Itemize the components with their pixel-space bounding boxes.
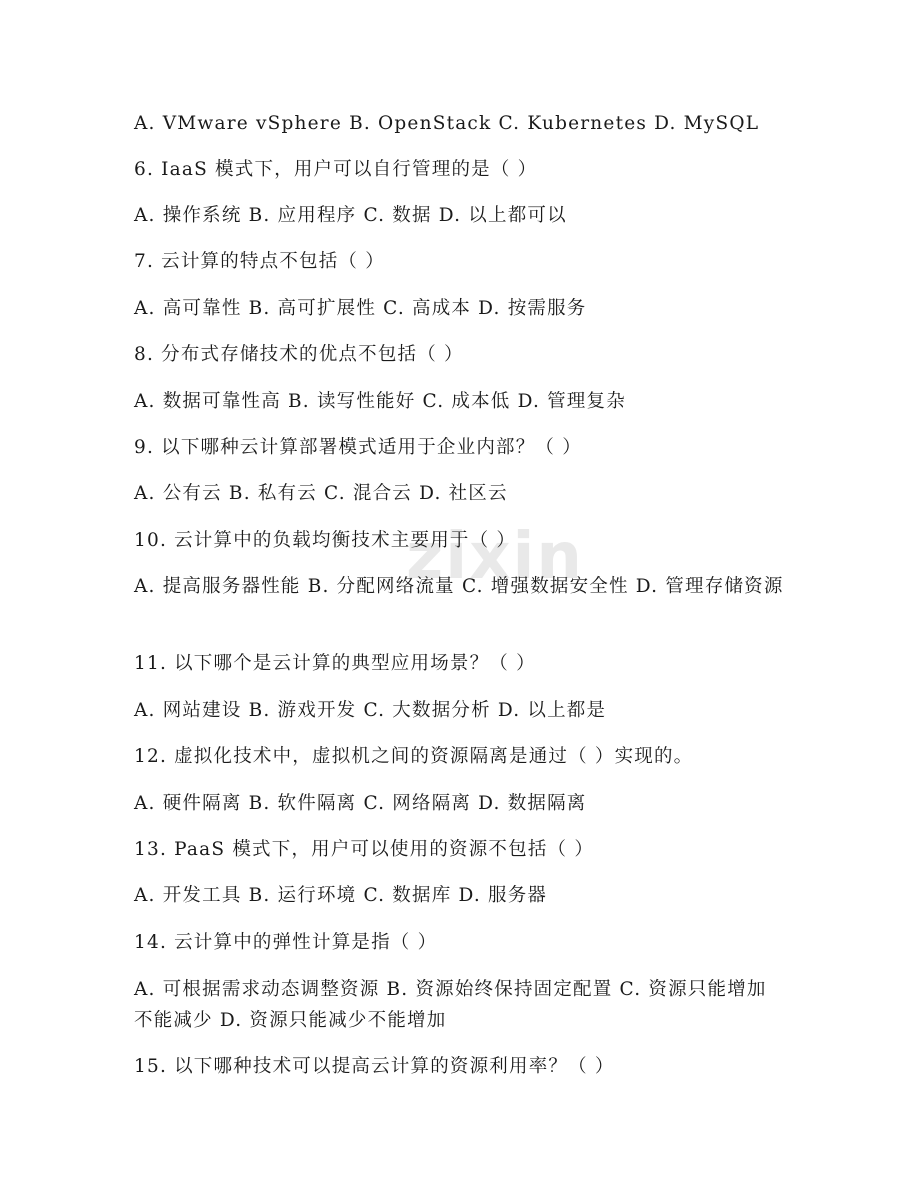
q8-options: A. 数据可靠性高 B. 读写性能好 C. 成本低 D. 管理复杂 [134, 391, 626, 412]
q10-question: 10. 云计算中的负载均衡技术主要用于（ ） [134, 530, 517, 551]
q11-options: A. 网站建设 B. 游戏开发 C. 大数据分析 D. 以上都是 [134, 700, 607, 721]
q7-options: A. 高可靠性 B. 高可扩展性 C. 高成本 D. 按需服务 [134, 298, 587, 319]
q9-question: 9. 以下哪种云计算部署模式适用于企业内部？（ ） [134, 437, 582, 458]
q8-question: 8. 分布式存储技术的优点不包括（ ） [134, 344, 464, 365]
q14-options: A. 可根据需求动态调整资源 B. 资源始终保持固定配置 C. 资源只能增加不能减少 D. 资源只能减少不能增加 [134, 979, 767, 1031]
q13-question: 13. PaaS 模式下，用户可以使用的资源不包括（ ） [134, 839, 595, 860]
q14-question: 14. 云计算中的弹性计算是指（ ） [134, 932, 438, 953]
q12-options: A. 硬件隔离 B. 软件隔离 C. 网络隔离 D. 数据隔离 [134, 793, 587, 814]
q10-options: A. 提高服务器性能 B. 分配网络流量 C. 增强数据安全性 D. 管理存储资源 [134, 576, 784, 597]
watermark: zixin [406, 520, 584, 594]
q6-options: A. 操作系统 B. 应用程序 C. 数据 D. 以上都可以 [134, 205, 567, 226]
q7-question: 7. 云计算的特点不包括（ ） [134, 251, 385, 272]
q11-question: 11. 以下哪个是云计算的典型应用场景？（ ） [134, 653, 536, 674]
q15-question: 15. 以下哪种技术可以提高云计算的资源利用率？（ ） [134, 1056, 615, 1077]
q13-options: A. 开发工具 B. 运行环境 C. 数据库 D. 服务器 [134, 885, 548, 906]
q5-options: A. VMware vSphere B. OpenStack C. Kubernetes D. MySQL [134, 113, 760, 134]
q6-question: 6. IaaS 模式下，用户可以自行管理的是（ ） [134, 159, 538, 180]
q12-question: 12. 虚拟化技术中，虚拟机之间的资源隔离是通过（ ）实现的。 [134, 746, 694, 767]
q9-options: A. 公有云 B. 私有云 C. 混合云 D. 社区云 [134, 483, 508, 504]
